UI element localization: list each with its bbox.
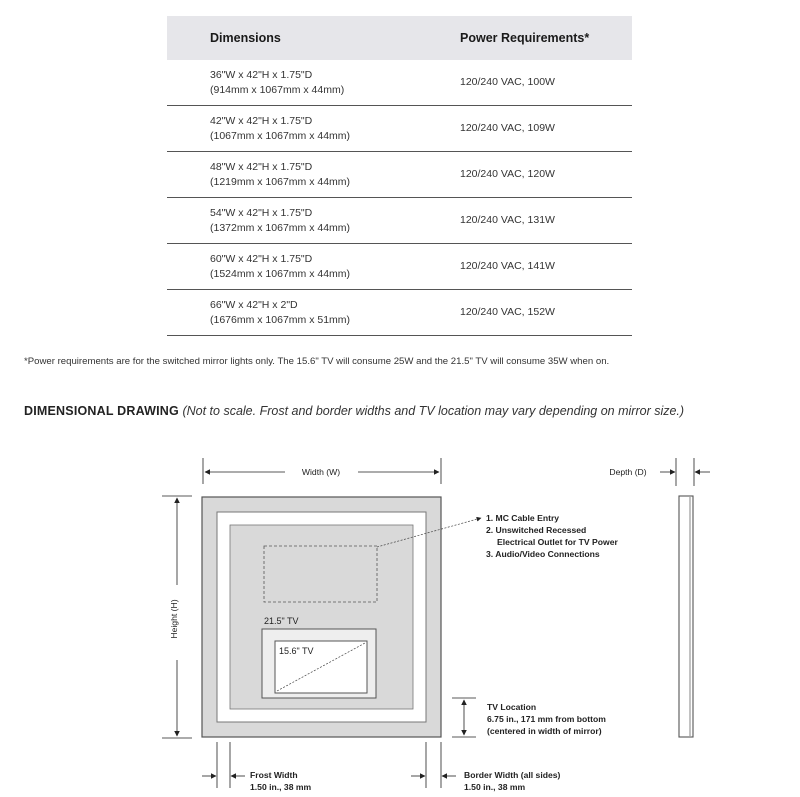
svg-text:Frost Width: Frost Width bbox=[250, 770, 298, 780]
svg-text:1. MC Cable Entry: 1. MC Cable Entry bbox=[486, 513, 560, 523]
tv-location-dimension bbox=[452, 698, 606, 737]
power-cell: 120/240 VAC, 141W bbox=[460, 244, 632, 290]
heading-title: DIMENSIONAL DRAWING bbox=[24, 404, 179, 418]
svg-text:6.75 in., 171 mm from bottom: 6.75 in., 171 mm from bottom bbox=[487, 714, 606, 724]
callout-list bbox=[486, 513, 618, 559]
svg-text:1.50 in., 38 mm: 1.50 in., 38 mm bbox=[250, 782, 312, 792]
svg-text:Electrical Outlet for TV Power: Electrical Outlet for TV Power bbox=[497, 537, 618, 547]
svg-text:3. Audio/Video Connections: 3. Audio/Video Connections bbox=[486, 549, 600, 559]
border-width-dimension bbox=[411, 742, 561, 792]
svg-text:(centered in width of mirror): (centered in width of mirror) bbox=[487, 726, 602, 736]
power-cell: 120/240 VAC, 120W bbox=[460, 152, 632, 198]
footnote: *Power requirements are for the switched mirror lights only. The 15.6" TV will consume 25W and the 21.5" TV will consume 35W when on. bbox=[24, 356, 610, 367]
depth-dimension bbox=[609, 458, 710, 486]
svg-text:TV Location: TV Location bbox=[487, 702, 537, 712]
dimension-cell: 48"W x 42"H x 1.75"D (1219mm x 1067mm x 44mm) bbox=[167, 152, 460, 198]
mirror-side-profile bbox=[679, 496, 693, 737]
svg-text:Border Width (all sides): Border Width (all sides) bbox=[464, 770, 561, 780]
width-label: Width (W) bbox=[301, 467, 341, 477]
power-cell: 120/240 VAC, 109W bbox=[460, 106, 632, 152]
power-cell: 120/240 VAC, 100W bbox=[460, 60, 632, 106]
svg-text:2. Unswitched Recessed: 2. Unswitched Recessed bbox=[486, 525, 587, 535]
height-label: Height (H) bbox=[169, 599, 179, 639]
tv-large-label: 21.5" TV bbox=[264, 616, 299, 626]
width-dimension bbox=[203, 458, 441, 484]
mirror-front bbox=[202, 497, 441, 737]
dimension-cell: 54"W x 42"H x 1.75"D (1372mm x 1067mm x 44mm) bbox=[167, 198, 460, 244]
dimension-cell: 60"W x 42"H x 1.75"D (1524mm x 1067mm x 44mm) bbox=[167, 244, 460, 290]
power-cell: 120/240 VAC, 131W bbox=[460, 198, 632, 244]
frost-width-dimension bbox=[202, 742, 312, 792]
dimension-cell: 42"W x 42"H x 1.75"D (1067mm x 1067mm x 44mm) bbox=[167, 106, 460, 152]
svg-text:1.50 in., 38 mm: 1.50 in., 38 mm bbox=[464, 782, 526, 792]
col-header-power: Power Requirements* bbox=[460, 16, 632, 60]
power-cell: 120/240 VAC, 152W bbox=[460, 290, 632, 336]
dimension-cell: 66"W x 42"H x 2"D (1676mm x 1067mm x 51mm) bbox=[167, 290, 460, 336]
depth-label: Depth (D) bbox=[609, 467, 647, 477]
dimension-cell: 36"W x 42"H x 1.75"D (914mm x 1067mm x 44mm) bbox=[167, 60, 460, 106]
height-dimension bbox=[162, 496, 192, 738]
tv-small-label: 15.6" TV bbox=[279, 646, 314, 656]
heading-note: (Not to scale. Frost and border widths and TV location may vary depending on mirror size.) bbox=[182, 404, 685, 418]
col-header-dimensions: Dimensions bbox=[167, 16, 460, 60]
